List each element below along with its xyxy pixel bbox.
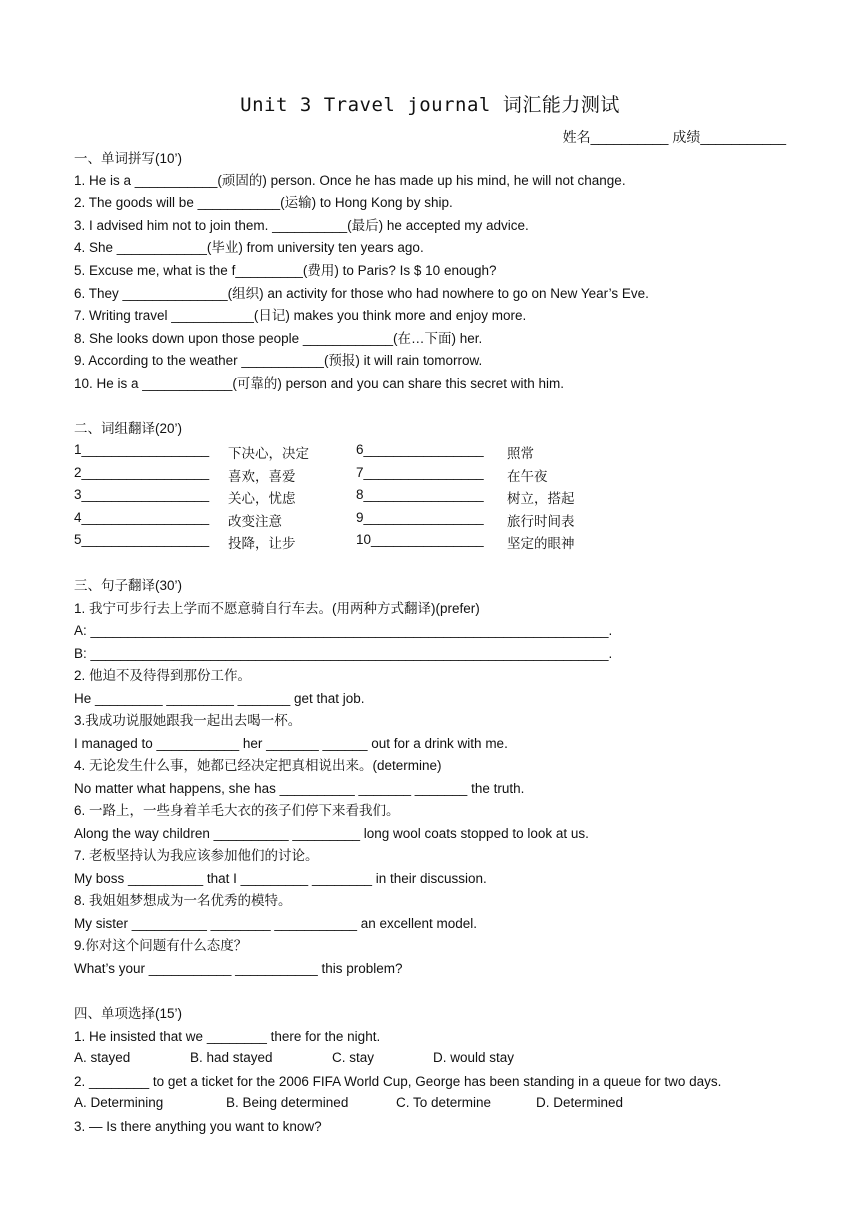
phrase-meaning-10: 坚定的眼神: [507, 536, 575, 551]
phrase-meaning-1: 下决心，决定: [228, 446, 309, 461]
s1-item-2: 2. The goods will be ___________(运输) to Hong Kong by ship.: [74, 195, 453, 210]
s3-line: I managed to ___________ her _______ ______ out for a drink with me.: [74, 736, 508, 751]
mc-question-2: 2. ________ to get a ticket for the 2006 FIFA World Cup, George has been standing in a queue for two days.: [74, 1074, 722, 1089]
s3-line: My sister __________ ________ ___________ an excellent model.: [74, 916, 478, 931]
mc-option-1c: C. stay: [332, 1050, 375, 1065]
phrase-meaning-5: 投降，让步: [228, 536, 296, 551]
section4-heading: 四、单项选择(15’): [74, 1006, 183, 1021]
mc-option-2c: C. To determine: [396, 1095, 492, 1110]
page-title: Unit 3 Travel journal 词汇能力测试: [240, 94, 620, 116]
s1-item-6: 6. They ______________(组织) an activity for those who had nowhere to go on New Year’s Eve.: [74, 286, 649, 301]
phrase-blank-6: 6________________: [356, 442, 484, 457]
phrase-meaning-9: 旅行时间表: [507, 514, 575, 529]
name-score-line: 姓名__________ 成绩___________: [562, 129, 786, 145]
phrase-meaning-3: 关心，忧虑: [228, 491, 296, 506]
phrase-meaning-2: 喜欢，喜爱: [228, 469, 296, 484]
s3-line: My boss __________ that I _________ ________ in their discussion.: [74, 871, 487, 886]
s3-line: 4. 无论发生什么事，她都已经决定把真相说出来。(determine): [74, 758, 442, 773]
phrase-meaning-8: 树立，搭起: [507, 491, 575, 506]
phrase-blank-7: 7________________: [356, 465, 484, 480]
s3-line: 2. 他迫不及待得到那份工作。: [74, 668, 252, 683]
phrase-meaning-6: 照常: [507, 446, 534, 461]
phrase-blank-4: 4_________________: [74, 510, 210, 525]
s3-line: He _________ _________ _______ get that job.: [74, 691, 365, 706]
phrase-blank-1: 1_________________: [74, 442, 210, 457]
section1-heading: 一、单词拼写(10’): [74, 151, 183, 166]
s3-line: No matter what happens, she has __________ _______ _______ the truth.: [74, 781, 525, 796]
s3-line: B: _____________________________________________________________________.: [74, 646, 613, 661]
s3-line: What’s your ___________ ___________ this problem?: [74, 961, 403, 976]
mc-option-1d: D. would stay: [433, 1050, 515, 1065]
mc-option-2b: B. Being determined: [226, 1095, 349, 1110]
phrase-blank-3: 3_________________: [74, 487, 210, 502]
phrase-meaning-4: 改变注意: [228, 514, 282, 529]
s1-item-8: 8. She looks down upon those people ____________(在…下面) her.: [74, 331, 483, 346]
phrase-blank-9: 9________________: [356, 510, 484, 525]
section2-heading: 二、词组翻译(20’): [74, 421, 183, 436]
section3-heading: 三、句子翻译(30’): [74, 578, 183, 593]
phrase-blank-5: 5_________________: [74, 532, 210, 547]
s1-item-5: 5. Excuse me, what is the f_________(费用) to Paris? Is $ 10 enough?: [74, 263, 497, 278]
mc-question-3: 3. — Is there anything you want to know?: [74, 1119, 322, 1134]
s3-line: 6. 一路上，一些身着羊毛大衣的孩子们停下来看我们。: [74, 803, 400, 818]
mc-option-2d: D. Determined: [536, 1095, 624, 1110]
s3-line: A: _____________________________________________________________________.: [74, 623, 613, 638]
phrase-blank-10: 10_______________: [356, 532, 484, 547]
s3-line: 8. 我姐姐梦想成为一名优秀的模特。: [74, 893, 292, 908]
mc-option-1a: A. stayed: [74, 1050, 131, 1065]
phrase-blank-8: 8________________: [356, 487, 484, 502]
s3-line: 3.我成功说服她跟我一起出去喝一杯。: [74, 713, 302, 728]
s1-item-7: 7. Writing travel ___________(日记) makes you think more and enjoy more.: [74, 308, 527, 323]
phrase-blank-2: 2_________________: [74, 465, 210, 480]
s1-item-9: 9. According to the weather ___________(预报) it will rain tomorrow.: [74, 353, 483, 368]
s1-item-10: 10. He is a ____________(可靠的) person and you can share this secret with him.: [74, 376, 565, 391]
s3-line: 1. 我宁可步行去上学而不愿意骑自行车去。(用两种方式翻译)(prefer): [74, 601, 480, 616]
mc-question-1: 1. He insisted that we ________ there for the night.: [74, 1029, 381, 1044]
s1-item-3: 3. I advised him not to join them. __________(最后) he accepted my advice.: [74, 218, 529, 233]
s3-line: Along the way children __________ _________ long wool coats stopped to look at us.: [74, 826, 589, 841]
s1-item-1: 1. He is a ___________(顽固的) person. Once he has made up his mind, he will not change.: [74, 173, 626, 188]
mc-option-1b: B. had stayed: [190, 1050, 273, 1065]
s3-line: 7. 老板坚持认为我应该参加他们的讨论。: [74, 848, 319, 863]
s3-line: 9.你对这个问题有什么态度？: [74, 938, 248, 953]
mc-option-2a: A. Determining: [74, 1095, 164, 1110]
phrase-meaning-7: 在午夜: [507, 469, 548, 484]
s1-item-4: 4. She ____________(毕业) from university ten years ago.: [74, 240, 424, 255]
